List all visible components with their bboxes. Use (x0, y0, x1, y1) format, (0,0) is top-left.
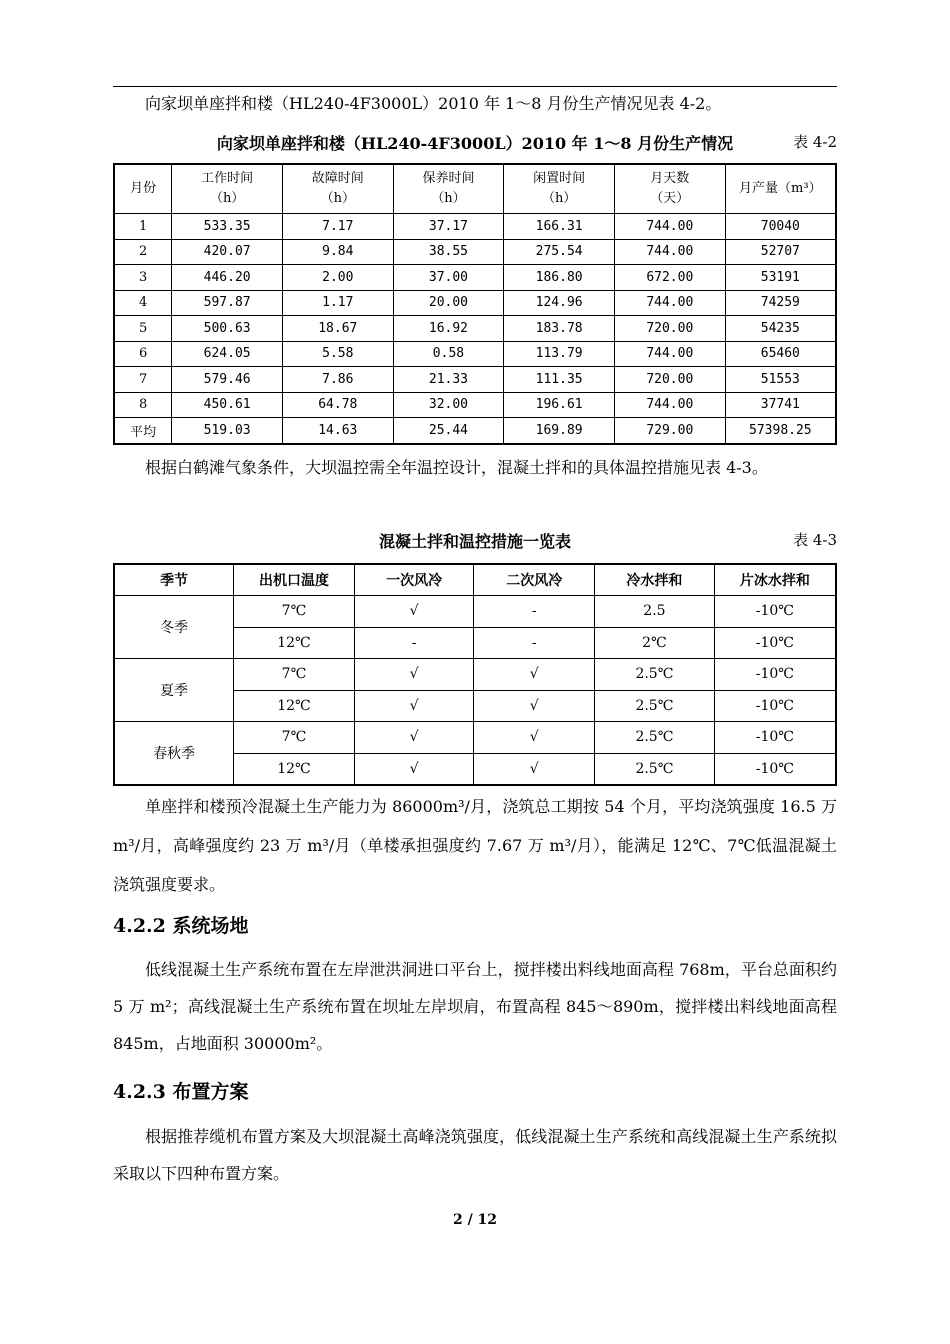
table-cell: 53191 (725, 265, 836, 291)
paragraph-capacity: 单座拌和楼预冷混凝土生产能力为 86000m³/月，浇筑总工期按 54 个月，平均浇筑强度 16.5 万 m³/月，高峰强度约 23 万 m³/月（单楼承担强度约 7.67 万 m³/月），能满足 12℃、7℃低温混凝土浇筑强度要求。 (113, 797, 837, 894)
table-row (114, 316, 836, 342)
table1-header-unit: （h） (320, 191, 355, 206)
table-row (114, 418, 836, 444)
table1-header-cell (393, 164, 504, 214)
table-cell: 720.00 (614, 316, 725, 342)
table-cell: 113.79 (504, 341, 615, 367)
table-cell: 5 (114, 316, 172, 342)
table-cell: 74259 (725, 290, 836, 316)
table1-header-label: 月天数 (650, 171, 690, 186)
season-cell: 冬季 (114, 596, 234, 659)
table-cell: 37.00 (393, 265, 504, 291)
table-cell: 70040 (725, 214, 836, 240)
table-cell: 744.00 (614, 290, 725, 316)
table-row (114, 659, 836, 691)
table-cell: 2.5℃ (595, 753, 715, 785)
table-cell: 720.00 (614, 367, 725, 393)
table-cell: -10℃ (714, 753, 836, 785)
table1-header-cell (282, 164, 393, 214)
table-cell: 2.5 (595, 596, 715, 628)
table2-header-cell: 冷水拌和 (595, 564, 715, 596)
table-cell: 0.58 (393, 341, 504, 367)
table1-header-label: 保养时间 (422, 171, 475, 186)
table-cell: √ (354, 690, 474, 722)
table-cell: 2℃ (595, 627, 715, 659)
table1-title: 向家坝单座拌和楼（HL240-4F3000L）2010 年 1～8 月份生产情况 (216, 134, 734, 153)
table-cell: 51553 (725, 367, 836, 393)
table-cell: 52707 (725, 239, 836, 265)
table2-header-cell: 片冰水拌和 (714, 564, 836, 596)
table-cell: 平均 (114, 418, 172, 444)
table1-header-unit: （h） (431, 191, 466, 206)
table-cell: √ (474, 690, 595, 722)
table-cell: 744.00 (614, 392, 725, 418)
table1-header-cell (114, 164, 172, 214)
table1-header-cell (614, 164, 725, 214)
table-row (114, 392, 836, 418)
table-cell: 64.78 (282, 392, 393, 418)
table-cell: 744.00 (614, 214, 725, 240)
table-cell: 20.00 (393, 290, 504, 316)
table2-header-cell: 季节 (114, 564, 234, 596)
table2-header-cell: 一次风冷 (354, 564, 474, 596)
table-cell: 183.78 (504, 316, 615, 342)
table-cell: 14.63 (282, 418, 393, 444)
table-cell: 579.46 (172, 367, 283, 393)
table-cell: 54235 (725, 316, 836, 342)
table-row (114, 290, 836, 316)
table-cell: 3 (114, 265, 172, 291)
table-cell: 186.80 (504, 265, 615, 291)
table1-number: 表 4-2 (793, 133, 837, 151)
table1-header-unit: （h） (541, 191, 577, 206)
table-cell: 450.61 (172, 392, 283, 418)
table1-header-unit: （天） (650, 191, 690, 206)
table-cell: 744.00 (614, 239, 725, 265)
table-cell: -10℃ (714, 659, 836, 691)
table-cell: 2.5℃ (595, 659, 715, 691)
table-cell: 196.61 (504, 392, 615, 418)
table-cell: 21.33 (393, 367, 504, 393)
table-cell: √ (474, 753, 595, 785)
intro-paragraph: 向家坝单座拌和楼（HL240-4F3000L）2010 年 1～8 月份生产情况见表 4-2。 (145, 94, 722, 113)
table-cell: -10℃ (714, 690, 836, 722)
table-cell: 1 (114, 214, 172, 240)
table-row (114, 239, 836, 265)
table-cell: -10℃ (714, 627, 836, 659)
table-cell: 9.84 (282, 239, 393, 265)
table1-caption (113, 131, 837, 157)
table-cell: 32.00 (393, 392, 504, 418)
table-cell: 624.05 (172, 341, 283, 367)
section-text-423: 根据推荐缆机布置方案及大坝混凝土高峰浇筑强度，低线混凝土生产系统和高线混凝土生产系统拟采取以下四种布置方案。 (113, 1127, 837, 1183)
table-cell: 8 (114, 392, 172, 418)
table-cell: 7.86 (282, 367, 393, 393)
table-cell: 57398.25 (725, 418, 836, 444)
table-cell: 500.63 (172, 316, 283, 342)
table2-title: 混凝土拌和温控措施一览表 (378, 532, 571, 551)
section-heading-422: 4.2.2 系统场地 (113, 915, 249, 937)
table-cell: 65460 (725, 341, 836, 367)
table-cell: 12℃ (234, 690, 355, 722)
table-row (114, 596, 836, 628)
table1-header-label: 月产量（m³） (739, 181, 822, 196)
table1-header-cell (725, 164, 836, 214)
table-cell: 7℃ (234, 722, 355, 754)
table-cell: 519.03 (172, 418, 283, 444)
section-text-422: 低线混凝土生产系统布置在左岸泄洪洞进口平台上，搅拌楼出料线地面高程 768m，平台总面积约 5 万 m²；高线混凝土生产系统布置在坝址左岸坝肩，布置高程 845～890m，搅拌楼出料线地面高程 845m，占地面积 30000m²。 (113, 960, 837, 1053)
table1-header-cell (504, 164, 615, 214)
table-cell: 12℃ (234, 627, 355, 659)
table-cell: 111.35 (504, 367, 615, 393)
table2-header-row (114, 564, 836, 596)
table-cell: - (474, 596, 595, 628)
table-cell: 7 (114, 367, 172, 393)
table-cell: 446.20 (172, 265, 283, 291)
table-row (114, 341, 836, 367)
season-cell: 夏季 (114, 659, 234, 722)
table1-header-unit: （h） (209, 191, 245, 206)
table-cell: 533.35 (172, 214, 283, 240)
table2-number: 表 4-3 (793, 531, 837, 549)
production-table (113, 163, 837, 445)
table-cell: 16.92 (393, 316, 504, 342)
table-cell: 12℃ (234, 753, 355, 785)
table-cell: -10℃ (714, 596, 836, 628)
table-cell: - (354, 627, 474, 659)
table2-header-cell: 出机口温度 (234, 564, 355, 596)
table2-header-cell: 二次风冷 (474, 564, 595, 596)
table-cell: 597.87 (172, 290, 283, 316)
table-cell: 420.07 (172, 239, 283, 265)
table-cell: √ (474, 722, 595, 754)
table-cell: -10℃ (714, 722, 836, 754)
table1-header-label: 闲置时间 (533, 171, 586, 186)
table1-header-label: 故障时间 (311, 171, 364, 186)
table-row (114, 265, 836, 291)
table-cell: √ (354, 722, 474, 754)
table1-header-cell (172, 164, 283, 214)
table-cell: 18.67 (282, 316, 393, 342)
season-cell: 春秋季 (114, 722, 234, 786)
table-cell: 166.31 (504, 214, 615, 240)
table-row (114, 214, 836, 240)
table-row (114, 367, 836, 393)
table-cell: √ (474, 659, 595, 691)
table-cell: 275.54 (504, 239, 615, 265)
table1-header-row (114, 164, 836, 214)
table-cell: √ (354, 659, 474, 691)
table-row (114, 722, 836, 754)
table-cell: 2.5℃ (595, 722, 715, 754)
table-cell: 7.17 (282, 214, 393, 240)
table-cell: 37741 (725, 392, 836, 418)
table-cell: √ (354, 753, 474, 785)
table-cell: 2.5℃ (595, 690, 715, 722)
header-rule (113, 86, 837, 87)
table2-caption (113, 529, 837, 555)
page-number: 2 / 12 (452, 1212, 498, 1228)
table-cell: 6 (114, 341, 172, 367)
table-cell: 2.00 (282, 265, 393, 291)
table-cell: 744.00 (614, 341, 725, 367)
temperature-control-table (113, 563, 837, 786)
table-cell: 25.44 (393, 418, 504, 444)
table-cell: 169.89 (504, 418, 615, 444)
table-cell: - (474, 627, 595, 659)
table-cell: 7℃ (234, 596, 355, 628)
table-cell: 38.55 (393, 239, 504, 265)
table-cell: 5.58 (282, 341, 393, 367)
table-cell: 4 (114, 290, 172, 316)
section-heading-423: 4.2.3 布置方案 (113, 1081, 249, 1103)
table-cell: 729.00 (614, 418, 725, 444)
table1-header-label: 月份 (130, 181, 157, 196)
table-cell: 124.96 (504, 290, 615, 316)
paragraph-temperature: 根据白鹤滩气象条件，大坝温控需全年温控设计，混凝土拌和的具体温控措施见表 4-3。 (145, 458, 768, 477)
table-cell: 1.17 (282, 290, 393, 316)
table-cell: 37.17 (393, 214, 504, 240)
table-cell: 2 (114, 239, 172, 265)
table-cell: 7℃ (234, 659, 355, 691)
table-cell: √ (354, 596, 474, 628)
table1-header-label: 工作时间 (201, 171, 254, 186)
table-cell: 672.00 (614, 265, 725, 291)
